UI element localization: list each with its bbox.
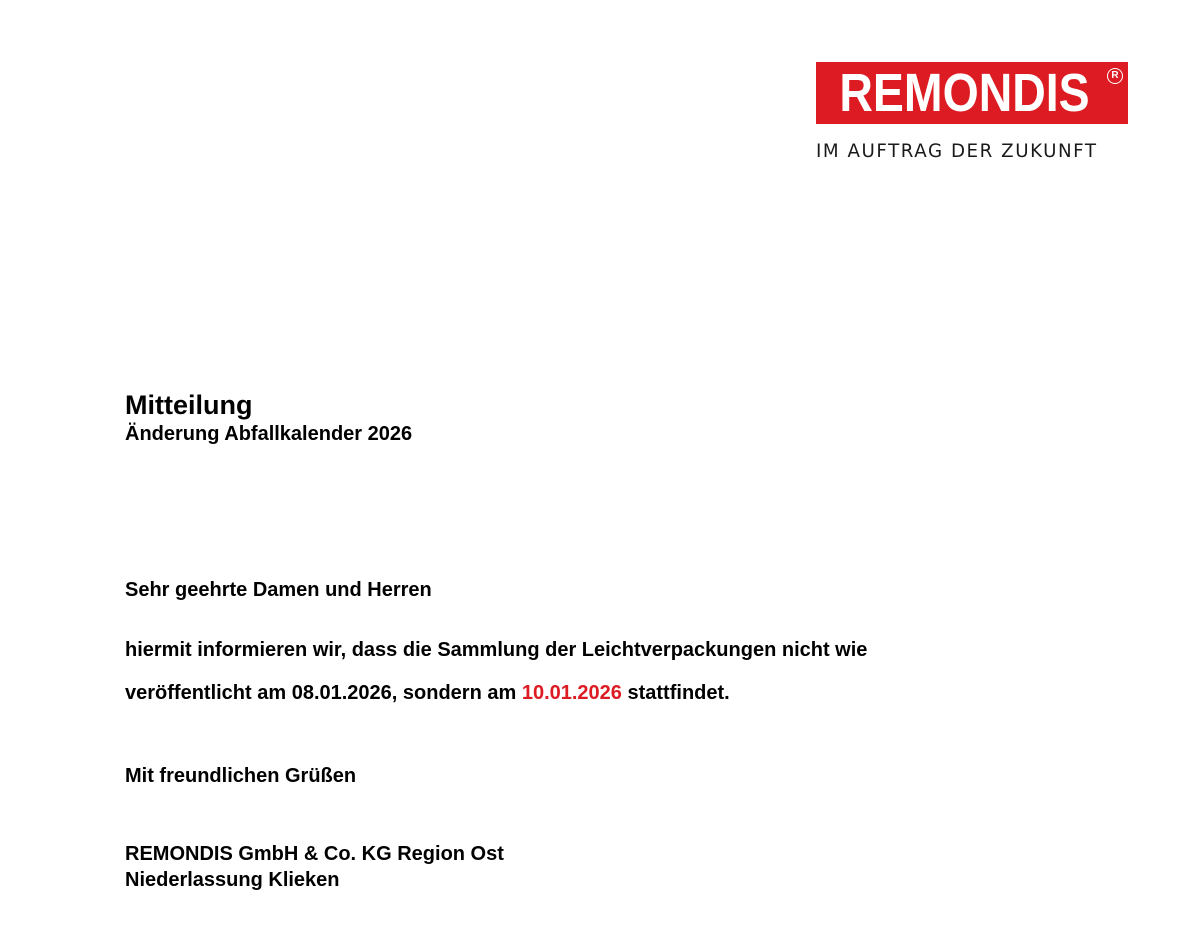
letter-body-line-2: [125, 672, 1125, 715]
notice-subtitle: Änderung Abfallkalender 2026: [125, 423, 413, 445]
registered-mark-icon: R: [1107, 68, 1123, 84]
new-collection-date: 10.01.2026: [521, 682, 622, 704]
letter-salutation: Sehr geehrte Damen und Herren: [125, 579, 432, 601]
company-logo: [816, 62, 1128, 162]
letter-signature: [125, 841, 504, 893]
notice-heading: [125, 389, 412, 447]
logo-red-box: [816, 62, 1128, 124]
line-2-before-date: veröffentlicht am 08.01.2026, sondern am: [125, 682, 522, 704]
logo-wordmark: REMONDIS: [839, 63, 1091, 123]
signature-branch: Niederlassung Klieken: [125, 869, 340, 891]
signature-company: REMONDIS GmbH & Co. KG Region Ost: [125, 843, 504, 865]
letter-body-line-1: hiermit informieren wir, dass die Sammlung der Leichtverpackungen nicht wie: [125, 639, 868, 661]
letter-body: [125, 629, 1125, 715]
notice-title: Mitteilung: [125, 390, 253, 420]
letter-closing: Mit freundlichen Grüßen: [125, 765, 357, 787]
logo-tagline: IM AUFTRAG DER ZUKUNFT: [816, 140, 1098, 162]
line-2-after-date: stattfindet.: [621, 682, 730, 704]
